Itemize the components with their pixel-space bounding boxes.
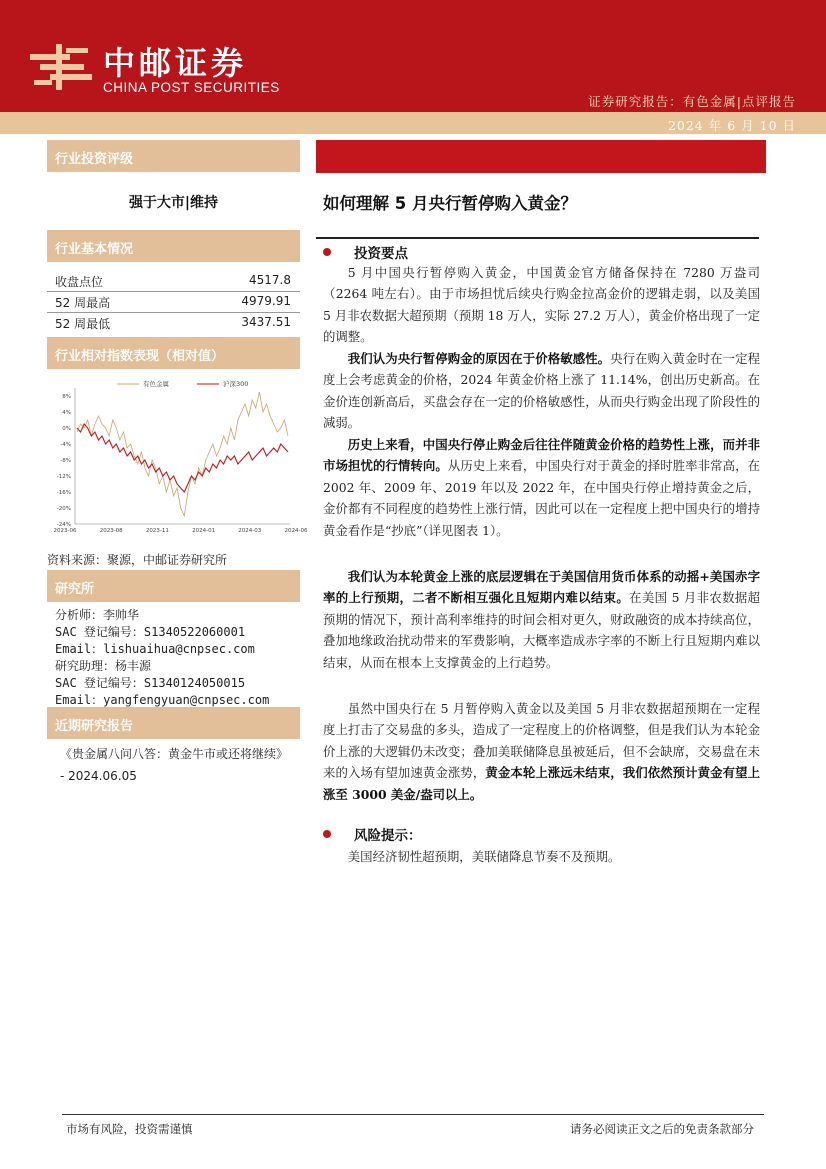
assistant-sac: SAC 登记编号：S1340124050015 — [55, 676, 246, 690]
analyst-email[interactable]: Email：lishuaihua@cnpsec.com — [55, 642, 255, 656]
basic-row-label: 52 周最低 — [55, 317, 111, 331]
y-tick-label: -16% — [56, 490, 71, 496]
y-tick-label: -8% — [60, 458, 71, 464]
y-tick-label: 0% — [62, 426, 71, 432]
basic-info-header: 行业基本情况 — [47, 230, 300, 262]
title-rule — [316, 237, 759, 239]
paragraph-4-bold: 我们认为本轮黄金上涨的底层逻辑在于美国信用货币体系的动摇+美国赤字率的上行预期，二者不断相互强化且短期内难以结束。 — [323, 569, 760, 606]
paragraph-3 — [323, 434, 760, 541]
x-tick-label: 2024-06 — [284, 528, 308, 534]
analyst-sac: SAC 登记编号：S1340522060001 — [55, 625, 246, 639]
section-heading: 投资要点 — [354, 246, 408, 262]
legend-label: 沪深300 — [223, 380, 249, 388]
paragraph-1: 5 月中国央行暂停购入黄金，中国黄金官方储备保持在 7280 万盎司（2264 吨左右）。由于市场担忧后续央行购金拉高金价的逻辑走弱，以及美国 5 月非农数据大超预期（预期 18 万人，实际 27.2 万人），黄金价格出现了一定的调整。 — [323, 265, 760, 345]
basic-row-value: 3437.51 — [241, 315, 291, 329]
paragraph-3-bold: 历史上来看，中国央行停止购金后往往伴随黄金价格的趋势性上涨，而并非市场担忧的行情转向。 — [323, 437, 760, 474]
footer-rule — [62, 1114, 764, 1115]
divider — [47, 312, 300, 313]
paragraph-4 — [323, 566, 760, 673]
perf-header: 行业相对指数表现（相对值） — [47, 337, 300, 369]
risk-text: 美国经济韧性超预期，美联储降息节奏不及预期。 — [347, 849, 621, 864]
paragraph-2 — [323, 348, 760, 434]
footer-left: 市场有风险，投资需谨慎 — [66, 1122, 193, 1136]
x-tick-label: 2024-01 — [192, 528, 216, 534]
paragraph-5-bold: 黄金本轮上涨远未结束，我们依然预计黄金有望上涨至 3000 美金/盎司以上。 — [323, 765, 761, 802]
china-post-logo-icon — [30, 44, 92, 90]
paragraph-3-text: 从历史上来看，中国央行对于黄金的择时胜率非常高，在 2002 年、2009 年、2019 年以及 2022 年，在中国央行停止增持黄金之后，金价都有不同程度的趋势性上涨行情，因此可以在一定程度上把中国央行的增持黄金看作是“抄底”（详见图表 1）。 — [323, 458, 761, 538]
report-tagline: 证券研究报告：有色金属|点评报告 — [588, 94, 796, 109]
brand-name-en: CHINA POST SECURITIES — [103, 80, 280, 95]
x-tick-label: 2023-11 — [145, 528, 169, 534]
paragraph-2-text: 央行在购入黄金时在一定程度上会考虑黄金的价格，2024 年黄金价格上涨了 11.14%，创出历史新高。在金价连创新高后，买盘会存在一定的价格敏感性，从而央行购金出现了阶段性的减弱。 — [323, 351, 761, 431]
footer-right: 请务必阅读正文之后的免责条款部分 — [570, 1122, 754, 1136]
basic-row-value: 4517.8 — [249, 273, 291, 287]
paragraph-4-text: 在美国 5 月非农数据超预期的情况下，预计高利率维持的时间会相对更久，财政融资的成本持续高位，叠加地缘政治扰动带来的军费影响，大概率造成赤字率的不断上行且短期内难以结束，从而在根本上支撑黄金的上行趋势。 — [323, 590, 761, 670]
paragraph-5-text: 虽然中国央行在 5 月暂停购入黄金以及美国 5 月非农数据超预期在一定程度上打击了交易盘的多头，造成了一定程度上的价格调整，但是我们认为本轮金价上涨的大逻辑仍未改变；叠加美联储降息虽被延后，但不会缺席，交易盘在未来的入场有望加速黄金涨势， — [323, 701, 760, 781]
basic-row-label: 收盘点位 — [55, 275, 104, 289]
risk-heading: 风险提示： — [354, 828, 422, 844]
report-title: 如何理解 5 月央行暂停购入黄金？ — [323, 194, 577, 213]
research-header: 研究所 — [47, 570, 300, 602]
relative-index-chart — [47, 374, 308, 546]
chart-source: 资料来源：聚源，中邮证券研究所 — [47, 553, 228, 567]
bullet-icon — [323, 248, 331, 256]
assistant-email[interactable]: Email：yangfengyuan@cnpsec.com — [55, 693, 270, 707]
y-tick-label: -24% — [56, 522, 71, 528]
paragraph-2-bold: 我们认为央行暂停购金的原因在于价格敏感性。 — [347, 351, 611, 366]
basic-row — [55, 294, 291, 311]
assistant-name: 研究助理：杨丰源 — [55, 659, 152, 673]
recent-report-link[interactable]: 《贵金属八问八答：黄金牛市或还将继续》 - 2024.06.05 — [60, 747, 289, 783]
industry-rating: 强于大市|维持 — [128, 195, 219, 211]
y-tick-label: -4% — [60, 442, 71, 448]
y-tick-label: 8% — [62, 394, 71, 400]
title-red-bar — [316, 140, 766, 173]
basic-row — [55, 315, 291, 332]
basic-row — [55, 273, 291, 290]
basic-row-label: 52 周最高 — [55, 296, 111, 310]
x-tick-label: 2023-06 — [53, 528, 77, 534]
divider — [47, 291, 300, 292]
x-tick-label: 2024-03 — [238, 528, 262, 534]
y-tick-label: 4% — [62, 410, 71, 416]
paragraph-5 — [323, 698, 760, 805]
rating-header: 行业投资评级 — [47, 140, 300, 172]
analyst-name: 分析师：李帅华 — [55, 608, 140, 622]
x-tick-label: 2023-08 — [99, 528, 123, 534]
legend-label: 有色金属 — [143, 380, 169, 388]
series-line — [77, 392, 288, 516]
recent-reports-header: 近期研究报告 — [47, 707, 300, 739]
y-tick-label: -12% — [56, 474, 71, 480]
basic-row-value: 4979.91 — [241, 294, 291, 308]
brand-name-cn: 中邮证券 — [103, 44, 248, 82]
bullet-icon — [323, 830, 331, 838]
y-tick-label: -20% — [56, 506, 71, 512]
report-date: 2024 年 6 月 10 日 — [667, 118, 796, 133]
